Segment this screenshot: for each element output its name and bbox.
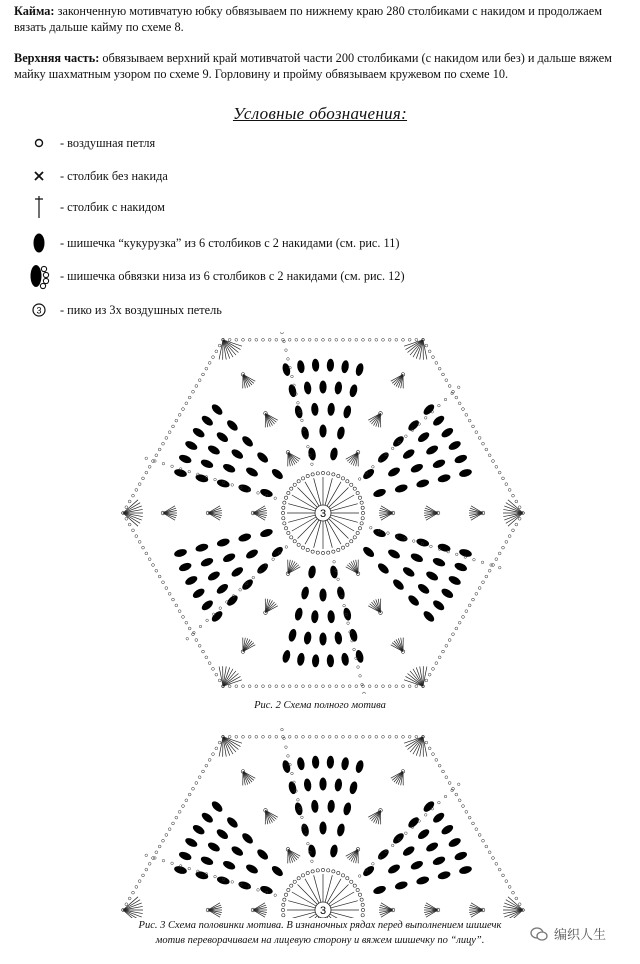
- popcorn-stitch: [342, 802, 352, 816]
- popcorn-stitch: [458, 468, 472, 478]
- popcorn-stitch: [394, 880, 409, 891]
- popcorn-stitch: [300, 823, 310, 837]
- popcorn-stitch: [387, 548, 402, 561]
- popcorn-stitch: [329, 447, 338, 461]
- popcorn-stitch: [401, 565, 416, 578]
- popcorn-stitch: [355, 759, 365, 773]
- popcorn-stitch: [281, 649, 291, 663]
- legend-item-double-crochet: [22, 196, 165, 218]
- popcorn-stitch: [215, 582, 230, 596]
- half-motif-diagram: [120, 718, 526, 918]
- popcorn-stitch: [440, 426, 455, 439]
- popcorn-stitch: [361, 545, 376, 559]
- skirt-edge-paragraph: [14, 3, 626, 35]
- popcorn-stitch: [255, 561, 269, 575]
- popcorn-stitch: [437, 473, 451, 484]
- popcorn-stitch: [447, 574, 462, 586]
- popcorn-stitch: [200, 855, 215, 867]
- popcorn-stitch: [311, 403, 319, 417]
- popcorn-stitch: [270, 467, 285, 481]
- double-crochet-icon: [22, 194, 56, 220]
- popcorn-stitch: [422, 609, 436, 623]
- popcorn-stitch: [341, 652, 350, 666]
- paragraph-label: Верхняя часть:: [14, 51, 100, 65]
- popcorn-stitch: [319, 425, 326, 438]
- popcorn-stitch: [401, 447, 416, 460]
- popcorn-stitch: [215, 827, 230, 841]
- figure3-caption-line2: мотив переворачиваем на лицевую сторону и вяжем шишечку по “лицу”.: [155, 935, 485, 946]
- popcorn-stitch: [336, 426, 346, 440]
- popcorn-stitch: [432, 556, 447, 568]
- popcorn-stitch: [431, 414, 446, 428]
- legend-title: Условные обозначения:: [232, 104, 408, 123]
- chain-loop-icon: [22, 137, 56, 149]
- popcorn-stitch: [327, 800, 335, 814]
- popcorn-stitch: [245, 863, 260, 876]
- edge-bobble-icon: [22, 261, 56, 291]
- popcorn-stitch: [409, 462, 424, 474]
- paragraph-text: обвязываем верхний край мотивчатой части 200 столбиками (с накидом или без) и дальше вяжем майку шахматным узором по схеме 9. Горловину и пройму обвязываем кружевом по схеме 10.: [14, 51, 612, 81]
- popcorn-stitch: [222, 859, 237, 871]
- popcorn-stitch: [287, 628, 297, 642]
- popcorn-stitch: [210, 402, 224, 416]
- popcorn-stitch: [326, 756, 334, 769]
- popcorn-stitch: [336, 823, 346, 837]
- popcorn-stitch: [195, 542, 209, 553]
- popcorn-stitch: [230, 565, 245, 578]
- watermark-text: 编织人生: [554, 928, 607, 943]
- legend-item-popcorn: [22, 232, 399, 254]
- popcorn-stitch: [240, 831, 254, 845]
- popcorn-stitch: [210, 799, 224, 813]
- popcorn-stitch: [355, 649, 365, 663]
- legend-item-edge-bobble: [22, 265, 405, 287]
- popcorn-stitch: [334, 631, 343, 645]
- popcorn-stitch: [425, 841, 440, 854]
- popcorn-stitch: [281, 759, 291, 773]
- popcorn-stitch: [376, 847, 390, 861]
- paragraph-label: Кайма:: [14, 4, 55, 18]
- popcorn-stitch: [440, 823, 455, 836]
- popcorn-stitch: [341, 757, 350, 771]
- popcorn-stitch: [416, 582, 431, 596]
- legend-item-text: - воздушная петля: [60, 135, 156, 150]
- popcorn-stitch: [355, 362, 365, 376]
- popcorn-stitch: [210, 609, 224, 623]
- popcorn-stitch: [184, 836, 199, 848]
- popcorn-stitch: [329, 844, 338, 858]
- popcorn-stitch: [270, 864, 285, 878]
- popcorn-stitch: [453, 561, 468, 572]
- popcorn-stitch: [184, 574, 199, 586]
- popcorn-stitch: [431, 811, 446, 825]
- popcorn-stitch: [222, 552, 237, 564]
- popcorn-stitch: [394, 483, 409, 494]
- figure3-caption-line1: Рис. 3 Схема половинки мотива. В изнаночных рядах перед выполнением шишечк: [138, 920, 502, 931]
- popcorn-stitch: [200, 556, 215, 568]
- popcorn-stitch: [240, 434, 254, 448]
- popcorn-stitch: [376, 450, 390, 464]
- popcorn-stitch: [222, 462, 237, 474]
- popcorn-stitch: [300, 426, 310, 440]
- popcorn-stitch: [425, 444, 440, 457]
- popcorn-stitch: [281, 362, 291, 376]
- popcorn-stitch: [453, 453, 468, 464]
- single-crochet-icon: [22, 170, 56, 182]
- popcorn-stitch: [200, 414, 215, 428]
- popcorn-stitch: [225, 418, 239, 432]
- popcorn-stitch: [270, 545, 285, 559]
- popcorn-stitch: [447, 836, 462, 848]
- popcorn-stitch: [200, 598, 215, 612]
- full-motif-diagram: [120, 332, 526, 694]
- figure2-caption: Рис. 2 Схема полного мотива: [254, 700, 386, 711]
- popcorn-stitch: [245, 466, 260, 479]
- popcorn-stitch: [425, 570, 440, 583]
- popcorn-stitch: [319, 778, 326, 791]
- popcorn-stitch: [409, 552, 424, 564]
- popcorn-stitch: [312, 359, 320, 372]
- popcorn-stitch: [458, 548, 472, 558]
- popcorn-stitch: [216, 537, 231, 548]
- popcorn-stitch: [334, 778, 343, 792]
- popcorn-stitch: [173, 865, 187, 875]
- legend-item-text: - шишечка обвязки низа из 6 столбиков с 2 накидами (см. рис. 12): [60, 268, 405, 283]
- legend-item-chain: [22, 132, 155, 154]
- popcorn-stitch: [336, 586, 346, 600]
- popcorn-stitch: [432, 458, 447, 470]
- popcorn-stitch: [259, 527, 274, 538]
- popcorn-stitch: [206, 570, 221, 583]
- popcorn-stitch: [453, 850, 468, 861]
- popcorn-stitch: [422, 799, 436, 813]
- popcorn-stitch: [447, 439, 462, 451]
- legend-item-picot: [22, 299, 222, 321]
- popcorn-icon: [22, 232, 56, 254]
- popcorn-stitch: [237, 532, 252, 543]
- legend-item-text: - столбик с накидом: [60, 199, 165, 214]
- popcorn-stitch: [334, 381, 343, 395]
- popcorn-stitch: [387, 863, 402, 876]
- popcorn-stitch: [415, 478, 430, 489]
- popcorn-stitch: [206, 444, 221, 457]
- popcorn-stitch: [387, 466, 402, 479]
- popcorn-stitch: [173, 468, 187, 478]
- wechat-icon: [530, 927, 548, 941]
- popcorn-stitch: [303, 631, 312, 645]
- popcorn-stitch: [361, 467, 376, 481]
- popcorn-stitch: [319, 822, 326, 835]
- watermark: [530, 924, 606, 943]
- popcorn-stitch: [200, 811, 215, 825]
- popcorn-stitch: [416, 430, 431, 444]
- legend-item-text: - столбик без накида: [60, 168, 168, 183]
- popcorn-stitch: [303, 778, 312, 792]
- popcorn-stitch: [300, 586, 310, 600]
- popcorn-stitch: [437, 870, 451, 881]
- popcorn-stitch: [225, 815, 239, 829]
- popcorn-stitch: [230, 447, 245, 460]
- legend-item-single-crochet: [22, 165, 168, 187]
- popcorn-stitch: [296, 652, 305, 666]
- popcorn-stitch: [341, 360, 350, 374]
- popcorn-stitch: [319, 589, 326, 602]
- popcorn-stitch: [361, 864, 376, 878]
- popcorn-stitch: [329, 565, 338, 579]
- popcorn-stitch: [206, 841, 221, 854]
- popcorn-stitch: [245, 548, 260, 561]
- legend-item-text: - шишечка “кукурузка” из 6 столбиков с 2 накидами (см. рис. 11): [60, 235, 400, 250]
- popcorn-stitch: [191, 426, 206, 439]
- popcorn-stitch: [348, 781, 358, 795]
- popcorn-stitch: [422, 402, 436, 416]
- popcorn-stitch: [431, 598, 446, 612]
- popcorn-stitch: [173, 548, 187, 558]
- popcorn-stitch: [178, 850, 193, 861]
- popcorn-stitch: [215, 430, 230, 444]
- popcorn-stitch: [342, 405, 352, 419]
- popcorn-stitch: [303, 381, 312, 395]
- popcorn-stitch: [327, 610, 335, 624]
- popcorn-stitch: [184, 439, 199, 451]
- popcorn-stitch: [432, 855, 447, 867]
- popcorn-stitch: [311, 800, 319, 814]
- legend-item-text: - пико из 3х воздушных петель: [60, 302, 222, 317]
- popcorn-stitch: [391, 578, 405, 592]
- popcorn-stitch: [401, 844, 416, 857]
- popcorn-stitch: [307, 844, 316, 858]
- popcorn-stitch: [178, 453, 193, 464]
- popcorn-stitch: [191, 823, 206, 836]
- popcorn-stitch: [319, 381, 326, 394]
- popcorn-stitch: [416, 827, 431, 841]
- popcorn-stitch: [376, 561, 390, 575]
- paragraph-text: законченную мотивчатую юбку обвязываем по нижнему краю 280 столбиками с накидом и продолжаем вязать дальше кайму по схеме 8.: [14, 4, 603, 34]
- popcorn-stitch: [415, 875, 430, 886]
- popcorn-stitch: [458, 865, 472, 875]
- popcorn-stitch: [200, 458, 215, 470]
- center-label: 3: [319, 905, 327, 917]
- popcorn-stitch: [255, 450, 269, 464]
- popcorn-stitch: [296, 757, 305, 771]
- top-part-paragraph: [14, 50, 626, 82]
- popcorn-stitch: [319, 633, 326, 646]
- popcorn-stitch: [409, 859, 424, 871]
- popcorn-stitch: [307, 565, 316, 579]
- popcorn-stitch: [326, 654, 334, 667]
- popcorn-stitch: [307, 447, 316, 461]
- popcorn-stitch: [294, 607, 304, 621]
- svg-text:3: 3: [36, 305, 42, 316]
- center-label: 3: [319, 508, 327, 520]
- popcorn-stitch: [255, 847, 269, 861]
- picot-icon: [22, 302, 56, 318]
- popcorn-stitch: [372, 487, 387, 498]
- popcorn-stitch: [230, 844, 245, 857]
- popcorn-stitch: [372, 884, 387, 895]
- popcorn-stitch: [178, 561, 193, 572]
- popcorn-stitch: [312, 756, 320, 769]
- popcorn-stitch: [311, 610, 319, 624]
- popcorn-stitch: [312, 654, 320, 667]
- popcorn-stitch: [296, 360, 305, 374]
- popcorn-stitch: [326, 359, 334, 372]
- popcorn-stitch: [348, 384, 358, 398]
- popcorn-stitch: [440, 587, 455, 600]
- popcorn-stitch: [191, 587, 206, 600]
- popcorn-stitch: [327, 403, 335, 417]
- popcorn-stitch: [406, 593, 420, 607]
